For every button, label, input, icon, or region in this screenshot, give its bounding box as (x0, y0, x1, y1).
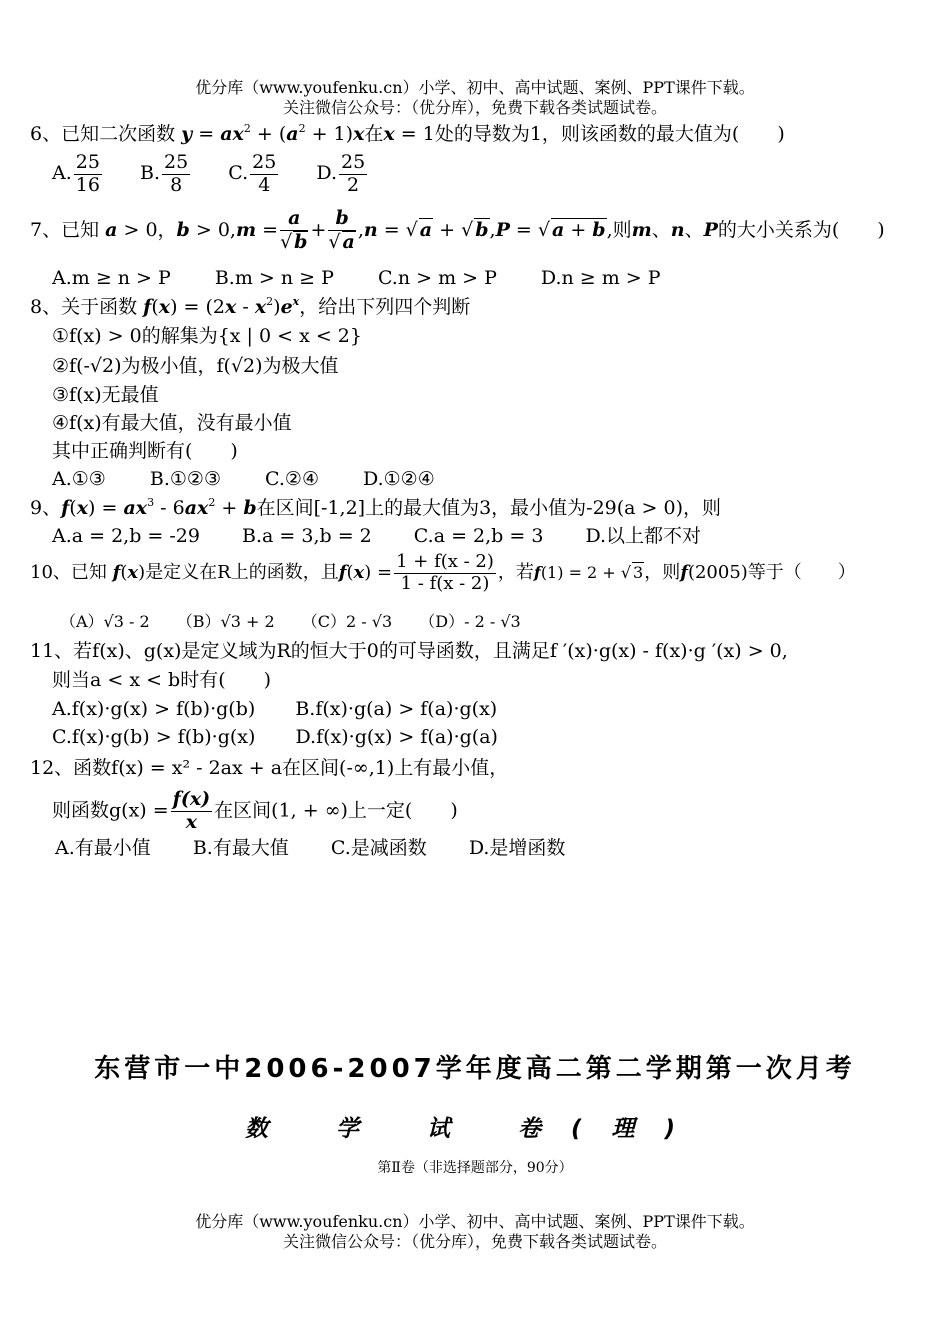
q7-option-d[interactable]: D.n ≥ m > P (540, 267, 661, 289)
q9-formula: $f(x) = ax^3 - 6ax^2 + b$ (61, 496, 257, 519)
q9-option-a[interactable]: A.a = 2,b = -29 (52, 525, 200, 547)
footer-line-2: 关注微信公众号：（优分库），免费下载各类试题试卷。 (282, 1232, 667, 1251)
question-7-options (52, 267, 661, 290)
q8-option-c[interactable]: C.②④ (265, 468, 319, 490)
q6-option-d[interactable]: D. $\frac{25}{2}$ (316, 151, 366, 196)
question-7-stem: 7、已知 a > 0，b > 0,m = $\frac{a}{√ b}$ + $\frac{b}{√ a}$ ,n = √ a + √ b,P = √ a + b,则m、n、P的大小关系为( ) (30, 207, 885, 253)
q8-formula: $f(x) = (2x - x^2)e^x$ (143, 295, 300, 318)
question-12-stem: 12、函数f(x) = x² - 2ax + a在区间(-∞,1)上有最小值， (30, 757, 509, 779)
q11-option-c[interactable]: C.f(x)·g(b) > f(b)·g(x) (52, 726, 256, 748)
q8-option-a[interactable]: A.①③ (52, 468, 106, 490)
footer-line-1: 优分库（www.youfenku.cn）小学、初中、高中试题、案例、PPT课件下载。 (195, 1212, 755, 1231)
header-line-2: 关注微信公众号：（优分库），免费下载各类试题试卷。 (282, 98, 667, 117)
q12-option-d[interactable]: D.是增函数 (468, 837, 566, 859)
question-9-options (52, 525, 701, 548)
header-line-1: 优分库（www.youfenku.cn）小学、初中、高中试题、案例、PPT课件下载。 (195, 78, 755, 97)
q12-fraction: $\frac{f(x)}{x}$ (172, 788, 211, 833)
exam-subtitle: 数 学 试 卷(理) (244, 1116, 706, 1142)
question-8-options (52, 468, 435, 491)
q6-formula: $y = ax^2 + (a^2 + 1)x$在x = 1 (181, 122, 435, 145)
q10-option-a[interactable]: （A）√3 - 2 (60, 612, 150, 631)
q6-option-c[interactable]: C. $\frac{25}{4}$ (228, 151, 277, 196)
q8-statement-2: ②f(-√2)为极小值，f(√2)为极大值 (52, 355, 339, 377)
question-6-stem: 6、已知二次函数 $y = ax^2 + (a^2 + 1)x$在x = 1处的导数为1，则该函数的最大值为( ) (30, 122, 785, 145)
q8-statement-1: ①f(x) > 0的解集为{x | 0 < x < 2} (52, 325, 362, 347)
q7-option-a[interactable]: A.m ≥ n > P (52, 267, 171, 289)
question-10-options (60, 612, 521, 631)
q7-option-c[interactable]: C.n > m > P (377, 267, 497, 289)
q7-option-b[interactable]: B.m > n ≥ P (214, 267, 334, 289)
q10-option-b[interactable]: （B）√3 + 2 (176, 612, 275, 631)
q7-formula: a > 0，b > 0,m = $\frac{a}{√ b}$ + $\frac{b}{√ a}$ ,n = √ a + √ b,P = √ a + b (105, 207, 606, 253)
q6-option-a[interactable]: A. $\frac{25}{16}$ (52, 151, 100, 196)
q12-option-a[interactable]: A.有最小值 (55, 837, 151, 859)
question-11-options-row-2 (52, 726, 498, 749)
question-11-options-row-1 (52, 698, 497, 721)
question-9-stem: 9、$f(x) = ax^3 - 6ax^2 + b$在区间[-1,2]上的最大值为3，最小值为-29(a > 0)，则 (30, 496, 722, 519)
section-note: 第Ⅱ卷（非选择题部分，90分） (377, 1160, 573, 1176)
question-11-condition: 则当a < x < b时有( ) (52, 669, 272, 691)
q9-option-b[interactable]: B.a = 3,b = 2 (242, 525, 372, 547)
question-11-stem: 11、若f(x)、g(x)是定义域为R的恒大于0的可导函数，且满足f ′(x)·g(x) - f(x)·g ′(x) > 0, (30, 640, 788, 662)
q8-statement-4: ④f(x)有最大值，没有最小值 (52, 412, 292, 434)
q8-option-d[interactable]: D.①②④ (363, 468, 435, 490)
q9-option-d[interactable]: D.以上都不对 (585, 525, 702, 547)
question-12-function: 则函数g(x) = $\frac{f(x)}{x}$ 在区间(1, + ∞)上一定( ) (52, 788, 458, 833)
q11-option-b[interactable]: B.f(x)·g(a) > f(a)·g(x) (295, 698, 498, 720)
q8-ask: 其中正确判断有( ) (52, 440, 238, 462)
question-6-options (52, 152, 369, 197)
q10-option-c[interactable]: （C）2 - √3 (301, 612, 393, 631)
question-10-stem: 10、已知 f(x)是定义在R上的函数，且f(x) = $\frac{1 + f(x - 2)}{1 - f(x - 2)}$ ，若f(1) = 2 + √ 3，则f(2005)等于（ ） (30, 551, 856, 594)
question-12-options (55, 837, 565, 860)
q12-option-b[interactable]: B.有最大值 (192, 837, 289, 859)
question-8-stem: 8、关于函数 $f(x) = (2x - x^2)e^x$，给出下列四个判断 (30, 295, 471, 318)
q8-option-b[interactable]: B.①②③ (149, 468, 221, 490)
q10-fraction: $\frac{1 + f(x - 2)}{1 - f(x - 2)}$ (396, 551, 494, 594)
q9-option-c[interactable]: C.a = 2,b = 3 (413, 525, 544, 547)
exam-title: 东营市一中2006-2007学年度高二第二学期第一次月考 (94, 1054, 856, 1084)
q12-option-c[interactable]: C.是减函数 (330, 837, 427, 859)
q11-option-a[interactable]: A.f(x)·g(x) > f(b)·g(b) (52, 698, 256, 720)
q6-option-b[interactable]: B. $\frac{25}{8}$ (140, 151, 189, 196)
q10-option-d[interactable]: （D）- 2 - √3 (419, 612, 521, 631)
q8-statement-3: ③f(x)无最值 (52, 384, 159, 406)
q11-option-d[interactable]: D.f(x)·g(x) > f(a)·g(a) (295, 726, 498, 748)
